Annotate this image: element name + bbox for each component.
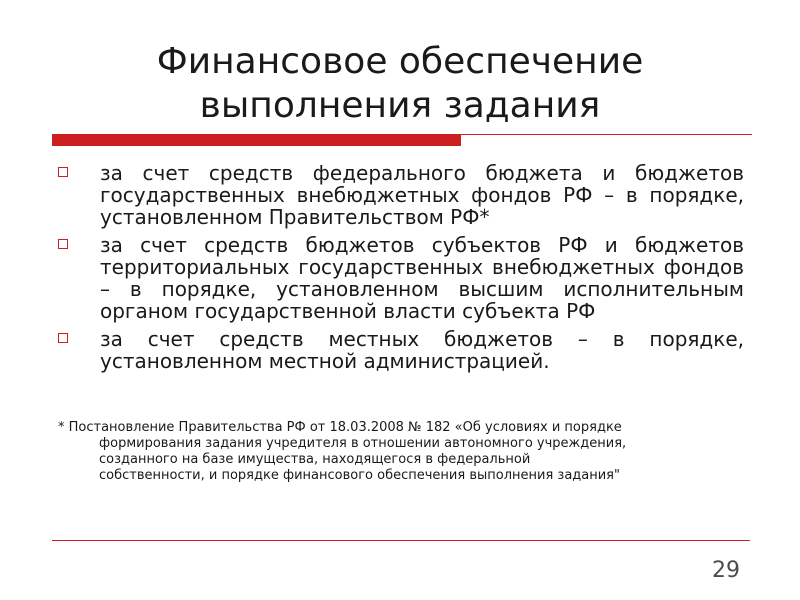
footnote-line-2: формирования задания учредителя в отношении автономного учреждения, [99, 436, 627, 451]
title-divider [52, 134, 752, 146]
page-number: 29 [712, 558, 740, 583]
footnote-line-1: * Постановление Правительства РФ от 18.03.2008 № 182 «Об условиях и порядке [58, 420, 622, 435]
bullet-text: за счет средств местных бюджетов – в порядке, установленном местной администрацией. [100, 327, 744, 373]
bullet-item-regional [58, 234, 744, 322]
footnote [58, 420, 748, 484]
footnote-line-3: созданного на базе имущества, находящегося в федеральной [99, 452, 531, 467]
bullet-text: за счет средств бюджетов субъектов РФ и бюджетов территориальных государственных внебюджетных фондов – в порядке, установленном высшим исполнительным органом государственной власти субъекта РФ [100, 233, 744, 323]
square-bullet-icon [58, 167, 68, 177]
footnote-line-4: собственности, и порядке финансового обеспечения выполнения задания" [99, 468, 620, 483]
slide-title-line-2: выполнения задания [199, 85, 601, 126]
square-bullet-icon [58, 333, 68, 343]
footer-divider [52, 540, 750, 541]
square-bullet-icon [58, 239, 68, 249]
bullet-item-local [58, 328, 744, 372]
bullet-text: за счет средств федерального бюджета и бюджетов государственных внебюджетных фондов РФ – в порядке, установленном Правительством РФ* [100, 161, 744, 229]
slide-title-line-1: Финансовое обеспечение [156, 41, 644, 82]
slide-title [0, 40, 800, 128]
title-divider-thick [52, 134, 461, 146]
title-divider-thin [461, 134, 752, 135]
bullet-item-federal [58, 162, 744, 228]
bullet-list [58, 162, 744, 378]
